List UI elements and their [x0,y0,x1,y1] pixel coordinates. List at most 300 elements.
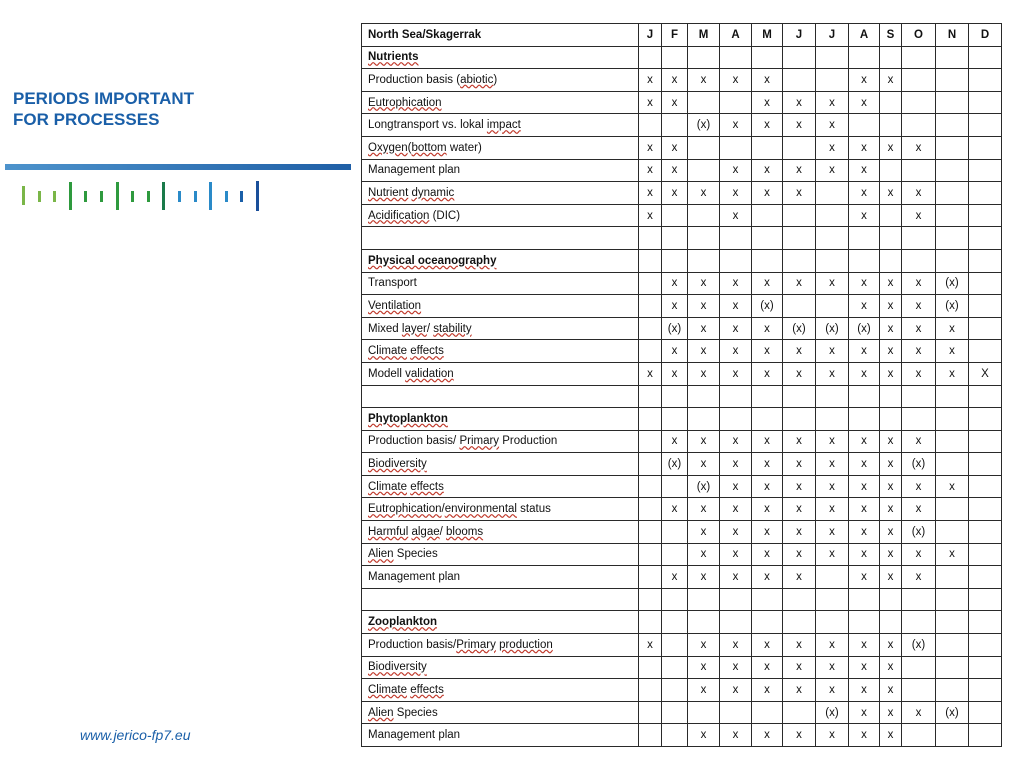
month-cell: x [662,295,688,318]
month-cell [662,385,688,408]
month-cell: x [752,91,783,114]
month-cell [662,656,688,679]
month-cell [720,249,752,272]
month-cell: x [688,272,720,295]
month-cell: x [662,566,688,589]
month-cell: x [849,272,880,295]
month-cell [902,91,936,114]
month-cell: x [816,521,849,544]
month-cell: x [936,543,969,566]
section-label: Zooplankton [362,611,639,634]
month-cell: x [783,272,816,295]
month-cell [752,385,783,408]
month-cell: x [688,182,720,205]
month-cell [816,204,849,227]
month-cell: x [783,543,816,566]
month-cell: x [783,114,816,137]
month-cell [902,408,936,431]
month-cell: x [816,430,849,453]
month-cell [639,272,662,295]
month-cell: x [816,679,849,702]
month-cell [639,249,662,272]
month-cell [849,588,880,611]
month-cell [849,46,880,69]
month-cell [639,385,662,408]
month-cell [783,204,816,227]
month-cell: x [783,453,816,476]
month-cell [688,136,720,159]
month-cell [752,701,783,724]
blank-cell [362,588,639,611]
month-cell: x [720,724,752,747]
month-cell: x [849,498,880,521]
table-row [362,159,1002,182]
month-cell: x [720,521,752,544]
month-cell [936,521,969,544]
month-cell [783,249,816,272]
month-cell [783,295,816,318]
month-cell: x [783,724,816,747]
table-row [362,204,1002,227]
process-label: Climate effects [362,475,639,498]
month-cell [639,543,662,566]
tick-mark [84,191,87,202]
section-row [362,611,1002,634]
table-row [362,91,1002,114]
month-cell [969,543,1002,566]
month-cell [662,701,688,724]
month-cell: x [816,656,849,679]
month-cell: x [783,656,816,679]
decorative-tick-marks [22,181,272,211]
month-cell [936,46,969,69]
month-cell: (x) [816,317,849,340]
table-row [362,566,1002,589]
process-label: Management plan [362,566,639,589]
month-cell [936,69,969,92]
footer-website-link[interactable]: www.jerico-fp7.eu [80,727,191,743]
month-cell [936,679,969,702]
month-cell [752,408,783,431]
month-cell [688,159,720,182]
month-cell: x [849,69,880,92]
month-cell [936,430,969,453]
month-cell [639,453,662,476]
month-cell [783,46,816,69]
month-cell: x [720,453,752,476]
month-cell [969,317,1002,340]
month-cell [969,408,1002,431]
month-cell [936,227,969,250]
month-cell [849,114,880,137]
month-cell: x [880,566,902,589]
month-cell: x [880,362,902,385]
month-cell [662,249,688,272]
tick-mark [240,191,243,202]
month-cell: x [849,204,880,227]
header-month-cell: F [662,24,688,47]
month-cell: x [880,521,902,544]
month-cell [662,46,688,69]
month-cell [936,204,969,227]
month-cell: x [902,340,936,363]
month-cell: (x) [688,114,720,137]
month-cell: x [662,159,688,182]
month-cell: x [752,566,783,589]
month-cell [936,159,969,182]
month-cell [902,227,936,250]
table-row [362,521,1002,544]
month-cell: x [688,362,720,385]
month-cell: x [880,679,902,702]
table-row [362,679,1002,702]
month-cell [969,679,1002,702]
month-cell [969,295,1002,318]
month-cell [849,611,880,634]
month-cell [662,204,688,227]
month-cell: x [720,114,752,137]
month-cell [936,136,969,159]
month-cell [902,385,936,408]
month-cell [662,521,688,544]
tick-mark [162,182,165,210]
month-cell: x [880,182,902,205]
month-cell [639,317,662,340]
table-row [362,543,1002,566]
month-cell: x [783,679,816,702]
month-cell [969,46,1002,69]
month-cell: x [688,453,720,476]
month-cell: x [720,182,752,205]
month-cell: x [936,340,969,363]
month-cell [639,611,662,634]
month-cell: x [662,272,688,295]
month-cell [969,204,1002,227]
month-cell: x [902,566,936,589]
blank-row [362,588,1002,611]
month-cell [662,679,688,702]
month-cell: x [752,182,783,205]
month-cell [902,724,936,747]
month-cell [688,408,720,431]
month-cell: x [902,430,936,453]
table-row [362,272,1002,295]
month-cell: x [783,340,816,363]
month-cell: x [639,182,662,205]
month-cell: x [783,475,816,498]
month-cell: (x) [902,521,936,544]
month-cell: x [752,114,783,137]
month-cell: x [752,679,783,702]
month-cell: x [849,91,880,114]
month-cell: x [688,340,720,363]
month-cell: x [662,69,688,92]
month-cell [816,69,849,92]
tick-mark [100,191,103,202]
month-cell [969,249,1002,272]
section-label: Nutrients [362,46,639,69]
process-periods-table [361,23,1002,747]
month-cell [639,724,662,747]
month-cell [880,227,902,250]
month-cell [688,227,720,250]
month-cell: x [720,204,752,227]
month-cell [783,701,816,724]
process-label: Acidification (DIC) [362,204,639,227]
process-label: Alien Species [362,701,639,724]
month-cell: x [720,272,752,295]
month-cell: x [902,295,936,318]
month-cell: x [688,566,720,589]
month-cell: x [849,634,880,657]
month-cell: x [849,543,880,566]
tick-mark [147,191,150,202]
process-label: Management plan [362,724,639,747]
month-cell: x [880,475,902,498]
header-month-cell: J [783,24,816,47]
month-cell [639,430,662,453]
table-row [362,453,1002,476]
month-cell: x [849,566,880,589]
month-cell: x [639,136,662,159]
table-row [362,475,1002,498]
page-title-line-2: FOR PROCESSES [13,110,160,129]
month-cell [969,724,1002,747]
month-cell [662,588,688,611]
month-cell: x [816,453,849,476]
process-label: Longtransport vs. lokal impact [362,114,639,137]
month-cell [720,611,752,634]
month-cell [969,227,1002,250]
table-row [362,317,1002,340]
month-cell [783,385,816,408]
month-cell [688,611,720,634]
month-cell [639,475,662,498]
month-cell [752,227,783,250]
month-cell: x [688,724,720,747]
month-cell: x [936,317,969,340]
month-cell: x [816,634,849,657]
month-cell [752,588,783,611]
month-cell: (x) [783,317,816,340]
month-cell [849,227,880,250]
month-cell [783,136,816,159]
tick-mark [209,182,212,210]
table-row [362,430,1002,453]
table-row [362,701,1002,724]
process-label: Transport [362,272,639,295]
month-cell [969,114,1002,137]
month-cell [880,249,902,272]
month-cell [752,204,783,227]
month-cell [639,46,662,69]
month-cell: (x) [662,317,688,340]
tick-mark [116,182,119,210]
month-cell [639,408,662,431]
process-label: Production basis (abiotic) [362,69,639,92]
month-cell: x [849,136,880,159]
month-cell: x [752,272,783,295]
tick-mark [38,191,41,202]
month-cell [880,408,902,431]
table-row [362,724,1002,747]
month-cell: X [969,362,1002,385]
month-cell: (x) [902,453,936,476]
header-month-cell: A [720,24,752,47]
month-cell [969,611,1002,634]
month-cell [816,46,849,69]
month-cell: (x) [688,475,720,498]
month-cell [880,159,902,182]
month-cell [902,114,936,137]
month-cell: x [688,69,720,92]
tick-mark [178,191,181,202]
month-cell: x [752,317,783,340]
month-cell [880,385,902,408]
month-cell [936,91,969,114]
month-cell [969,272,1002,295]
month-cell [969,498,1002,521]
month-cell: x [880,317,902,340]
month-cell [639,295,662,318]
month-cell [662,611,688,634]
month-cell [688,385,720,408]
month-cell: x [880,656,902,679]
header-month-cell: N [936,24,969,47]
month-cell: x [902,317,936,340]
month-cell: x [783,430,816,453]
month-cell [752,249,783,272]
month-cell [936,724,969,747]
month-cell: x [720,679,752,702]
month-cell [936,249,969,272]
month-cell: x [816,498,849,521]
month-cell: x [720,430,752,453]
month-cell: x [720,475,752,498]
month-cell: x [752,362,783,385]
month-cell: x [639,159,662,182]
month-cell: x [752,724,783,747]
month-cell [849,249,880,272]
month-cell [662,543,688,566]
month-cell [720,408,752,431]
month-cell [969,69,1002,92]
month-cell [969,430,1002,453]
month-cell: x [880,136,902,159]
process-label: Eutrophication [362,91,639,114]
month-cell [816,249,849,272]
month-cell [936,588,969,611]
month-cell: x [902,701,936,724]
month-cell: x [720,317,752,340]
process-label: Biodiversity [362,453,639,476]
month-cell [688,46,720,69]
month-cell: x [752,543,783,566]
month-cell [752,46,783,69]
tick-mark [225,191,228,202]
month-cell: x [783,159,816,182]
month-cell [902,611,936,634]
section-row [362,408,1002,431]
month-cell: x [849,182,880,205]
header-month-cell: A [849,24,880,47]
month-cell: x [816,475,849,498]
month-cell: x [720,295,752,318]
month-cell: x [688,498,720,521]
table-row [362,362,1002,385]
month-cell: x [783,362,816,385]
month-cell: x [902,362,936,385]
month-cell [936,634,969,657]
month-cell [662,114,688,137]
table-row [362,69,1002,92]
month-cell [969,634,1002,657]
month-cell [969,340,1002,363]
month-cell: x [783,521,816,544]
process-label: Alien Species [362,543,639,566]
month-cell: x [688,521,720,544]
month-cell: x [639,204,662,227]
month-cell: x [880,430,902,453]
month-cell: x [902,272,936,295]
month-cell: (x) [752,295,783,318]
month-cell [902,679,936,702]
month-cell: x [752,453,783,476]
month-cell [720,385,752,408]
month-cell: x [752,521,783,544]
month-cell: (x) [662,453,688,476]
month-cell [880,91,902,114]
month-cell [720,227,752,250]
month-cell [849,408,880,431]
section-label: Physical oceanography [362,249,639,272]
tick-mark [194,191,197,202]
month-cell: x [752,498,783,521]
month-cell: x [662,182,688,205]
blank-row [362,227,1002,250]
header-month-cell: S [880,24,902,47]
month-cell [880,114,902,137]
month-cell [816,227,849,250]
month-cell [639,114,662,137]
header-month-cell: M [752,24,783,47]
table-row [362,136,1002,159]
month-cell: x [849,656,880,679]
month-cell [969,91,1002,114]
month-cell: (x) [936,272,969,295]
month-cell [969,182,1002,205]
month-cell [783,69,816,92]
process-label: Eutrophication/environmental status [362,498,639,521]
blank-cell [362,385,639,408]
month-cell: x [816,724,849,747]
month-cell: x [816,543,849,566]
month-cell [720,701,752,724]
month-cell [880,46,902,69]
month-cell [662,724,688,747]
month-cell: x [849,701,880,724]
table-header-row [362,24,1002,47]
month-cell [639,656,662,679]
page-title [13,88,194,130]
month-cell: x [849,724,880,747]
month-cell: x [639,634,662,657]
header-month-cell: M [688,24,720,47]
table-row [362,182,1002,205]
month-cell [849,385,880,408]
month-cell [688,91,720,114]
month-cell: x [752,430,783,453]
